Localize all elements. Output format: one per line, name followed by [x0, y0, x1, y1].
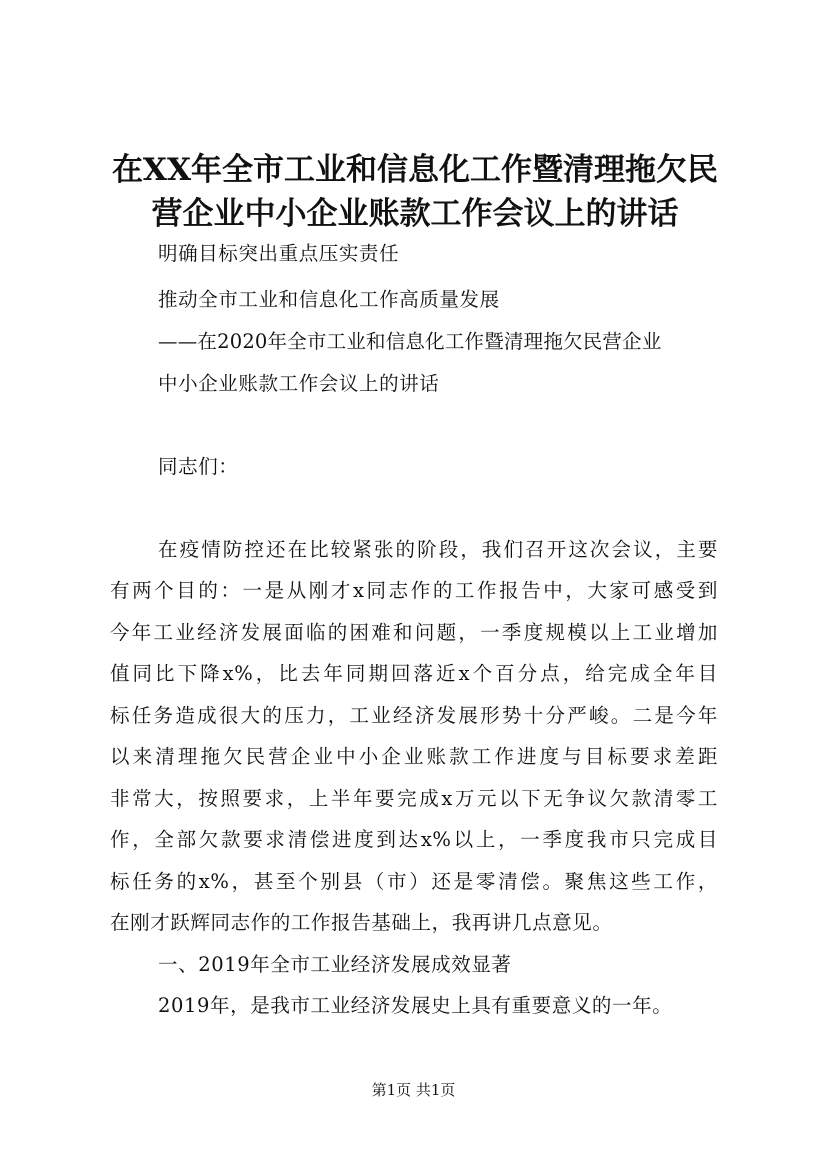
page-number-footer: 第1页 共1页 [371, 1081, 456, 1099]
paragraph-line: 今年工业经济发展面临的困难和问题，一季度规模以上工业增加 [110, 621, 718, 644]
document-title-line-2: 营企业中小企业账款工作会议上的讲话 [151, 196, 679, 232]
paragraph-line: 在疫情防控还在比较紧张的阶段，我们召开这次会议，主要 [158, 538, 718, 561]
paragraph-line: 非常大，按照要求，上半年要完成x万元以下无争议欠款清零工 [110, 787, 718, 810]
paragraph-line: 2019年，是我市工业经济发展史上具有重要意义的一年。 [158, 994, 673, 1017]
paragraph-line: 以来清理拖欠民营企业中小企业账款工作进度与目标要求差距 [110, 745, 718, 768]
paragraph-line: 有两个目的：一是从刚才x同志作的工作报告中，大家可感受到 [110, 579, 718, 602]
subtitle-line: ——在2020年全市工业和信息化工作暨清理拖欠民营企业 [158, 330, 662, 353]
subtitle-line: 中小企业账款工作会议上的讲话 [158, 372, 440, 395]
paragraph-line: 标任务造成很大的压力，工业经济发展形势十分严峻。二是今年 [110, 704, 718, 727]
document-title-line-1: 在XX年全市工业和信息化工作暨清理拖欠民 [111, 152, 719, 188]
salutation: 同志们： [158, 455, 239, 478]
subtitle-line: 推动全市工业和信息化工作高质量发展 [158, 288, 500, 311]
paragraph-line: 标任务的x%，甚至个别县（市）还是零清偿。聚焦这些工作， [110, 870, 718, 893]
paragraph-line: 在刚才跃辉同志作的工作报告基础上，我再讲几点意见。 [110, 911, 613, 934]
subtitle-line: 明确目标突出重点压实责任 [158, 242, 400, 265]
paragraph-line: 作，全部欠款要求清偿进度到达x%以上，一季度我市只完成目 [110, 828, 718, 851]
paragraph-line: 值同比下降x%，比去年同期回落近x个百分点，给完成全年目 [110, 662, 718, 685]
section-heading: 一、2019年全市工业经济发展成效显著 [158, 953, 512, 976]
